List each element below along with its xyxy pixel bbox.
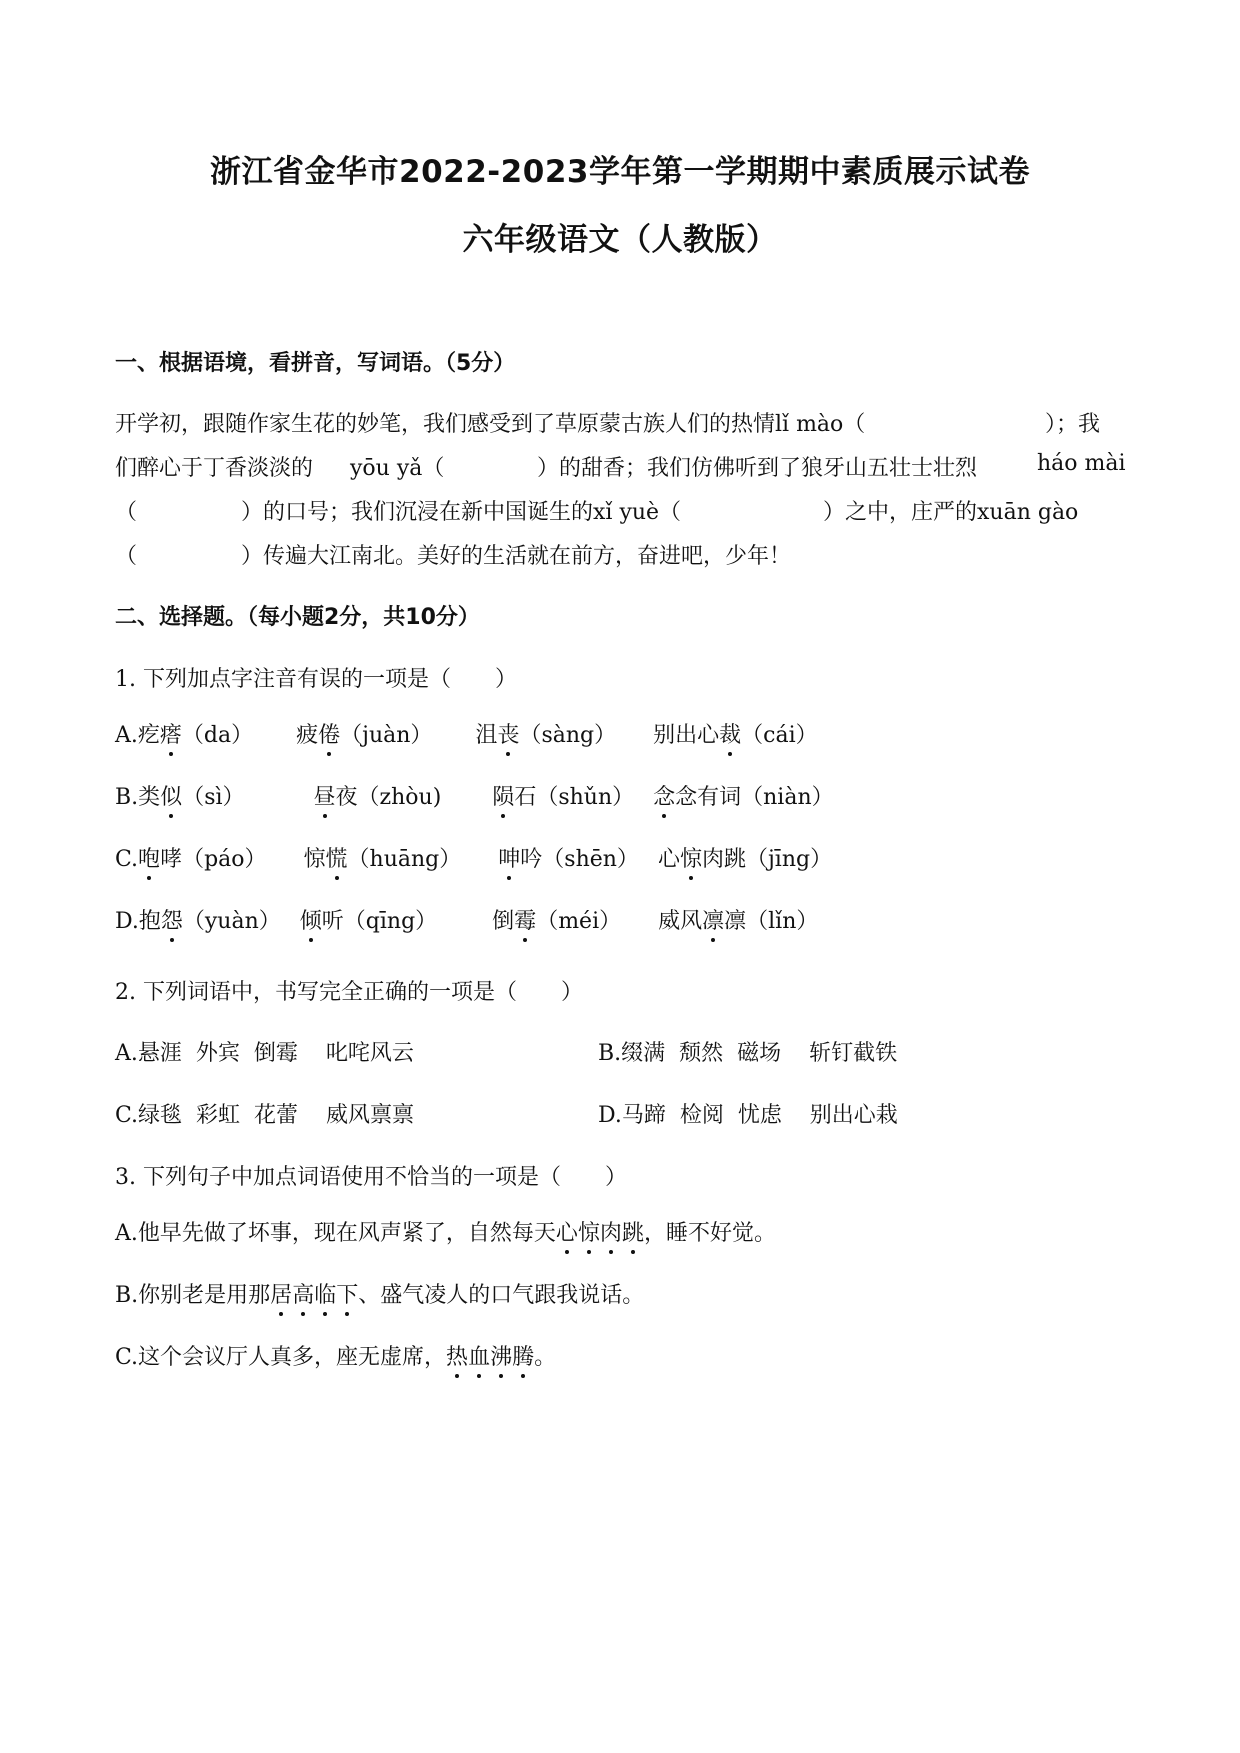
emphasis-char: 肉 bbox=[600, 1216, 622, 1247]
emphasis-char: 跳 bbox=[622, 1216, 644, 1247]
q3c-dotted-phrase bbox=[446, 1345, 534, 1370]
q1-option-b bbox=[115, 780, 834, 811]
q1c-word4: 心惊肉跳（jīng） bbox=[658, 847, 832, 872]
q1a-word2: 疲倦（juàn） bbox=[296, 723, 432, 748]
q1-option-a bbox=[115, 718, 818, 749]
passage-line2-pinyin: yōu yǎ（ bbox=[350, 456, 445, 481]
q3b-dotted-phrase bbox=[270, 1283, 358, 1308]
emphasis-char: 热 bbox=[446, 1340, 468, 1371]
passage-line4-open: （ bbox=[115, 544, 138, 569]
q3-stem: 3. 下列句子中加点词语使用不恰当的一项是（ ） bbox=[115, 1165, 627, 1190]
emphasis-char: 心 bbox=[556, 1216, 578, 1247]
passage-line1-left: 开学初，跟随作家生花的妙笔，我们感受到了草原蒙古族人们的热情lǐ mào（ bbox=[115, 412, 866, 437]
q1-option-c bbox=[115, 842, 832, 873]
passage-line2-left: 们醉心于丁香淡淡的 bbox=[115, 456, 314, 481]
q1-option-d bbox=[115, 904, 818, 935]
emphasis-char: 下 bbox=[336, 1278, 358, 1309]
q2-option-b: B.缀满 颓然 磁场 斩钉截铁 bbox=[598, 1041, 898, 1066]
emphasis-char: 高 bbox=[292, 1278, 314, 1309]
q1b-word1: B.类似（sì） bbox=[115, 785, 245, 810]
q3-option-b: B.你别老是用那居高临下、盛气凌人的口气跟我说话。 bbox=[115, 1278, 644, 1309]
q1d-word4: 威风凛凛（lǐn） bbox=[658, 909, 818, 934]
q1b-word3: 陨石（shǔn） bbox=[492, 785, 634, 810]
emphasis-char: 血 bbox=[468, 1340, 490, 1371]
passage-line3-b: ）之中，庄严的xuān gào bbox=[823, 500, 1079, 525]
q1c-word2: 惊慌（huāng） bbox=[304, 847, 462, 872]
emphasis-char: 沸 bbox=[490, 1340, 512, 1371]
q1b-word2: 昼夜（zhòu) bbox=[314, 785, 442, 810]
section2-heading: 二、选择题。（每小题2分，共10分） bbox=[115, 605, 480, 630]
emphasis-char: 临 bbox=[314, 1278, 336, 1309]
q1a-word1: A.疙瘩（da） bbox=[115, 723, 253, 748]
q2-stem: 2. 下列词语中，书写完全正确的一项是（ ） bbox=[115, 980, 583, 1005]
q1-stem: 1. 下列加点字注音有误的一项是（ ） bbox=[115, 667, 517, 692]
q3a-dotted-phrase bbox=[556, 1221, 644, 1246]
exam-title: 浙江省金华市2022-2023学年第一学期期中素质展示试卷 bbox=[210, 154, 1030, 190]
passage-line3-open: （ bbox=[115, 500, 138, 525]
q2-option-c: C.绿毯 彩虹 花蕾 威风禀禀 bbox=[115, 1103, 414, 1128]
q3-option-c: C.这个会议厅人真多，座无虚席，热血沸腾。 bbox=[115, 1340, 556, 1371]
q3-option-a: A.他早先做了坏事，现在风声紧了，自然每天心惊肉跳，睡不好觉。 bbox=[115, 1216, 776, 1247]
q1c-word3: 呻吟（shēn） bbox=[498, 847, 639, 872]
q1c-word1: C.咆哮（páo） bbox=[115, 847, 267, 872]
passage-line1-right: ）；我 bbox=[1045, 412, 1101, 437]
emphasis-char: 腾 bbox=[512, 1340, 534, 1371]
passage-line2-mid: ）的甜香；我们仿佛听到了狼牙山五壮士壮烈 bbox=[537, 456, 978, 481]
emphasis-char: 惊 bbox=[578, 1216, 600, 1247]
q1b-word4: 念念有词（niàn） bbox=[653, 785, 834, 810]
passage-line4-a: ）传遍大江南北。美好的生活就在前方，奋进吧，少年！ bbox=[241, 544, 792, 569]
q1d-word1: D.抱怨（yuàn） bbox=[115, 909, 281, 934]
passage-line2-right: háo mài bbox=[1037, 451, 1126, 476]
section1-heading: 一、根据语境，看拼音，写词语。（5分） bbox=[115, 351, 516, 376]
exam-subtitle: 六年级语文（人教版） bbox=[462, 222, 778, 258]
q2-option-d: D.马蹄 检阅 忧虑 别出心栽 bbox=[598, 1103, 898, 1128]
q1a-word3: 沮丧（sàng） bbox=[475, 723, 616, 748]
emphasis-char: 居 bbox=[270, 1278, 292, 1309]
q2-option-a: A.悬涯 外宾 倒霉 叱咤风云 bbox=[115, 1041, 414, 1066]
q1a-word4: 别出心裁（cái） bbox=[653, 723, 818, 748]
passage-line3-a: ）的口号；我们沉浸在新中国诞生的xǐ yuè（ bbox=[241, 500, 682, 525]
q1d-word2: 倾听（qīng） bbox=[300, 909, 437, 934]
q1d-word3: 倒霉（méi） bbox=[492, 909, 621, 934]
